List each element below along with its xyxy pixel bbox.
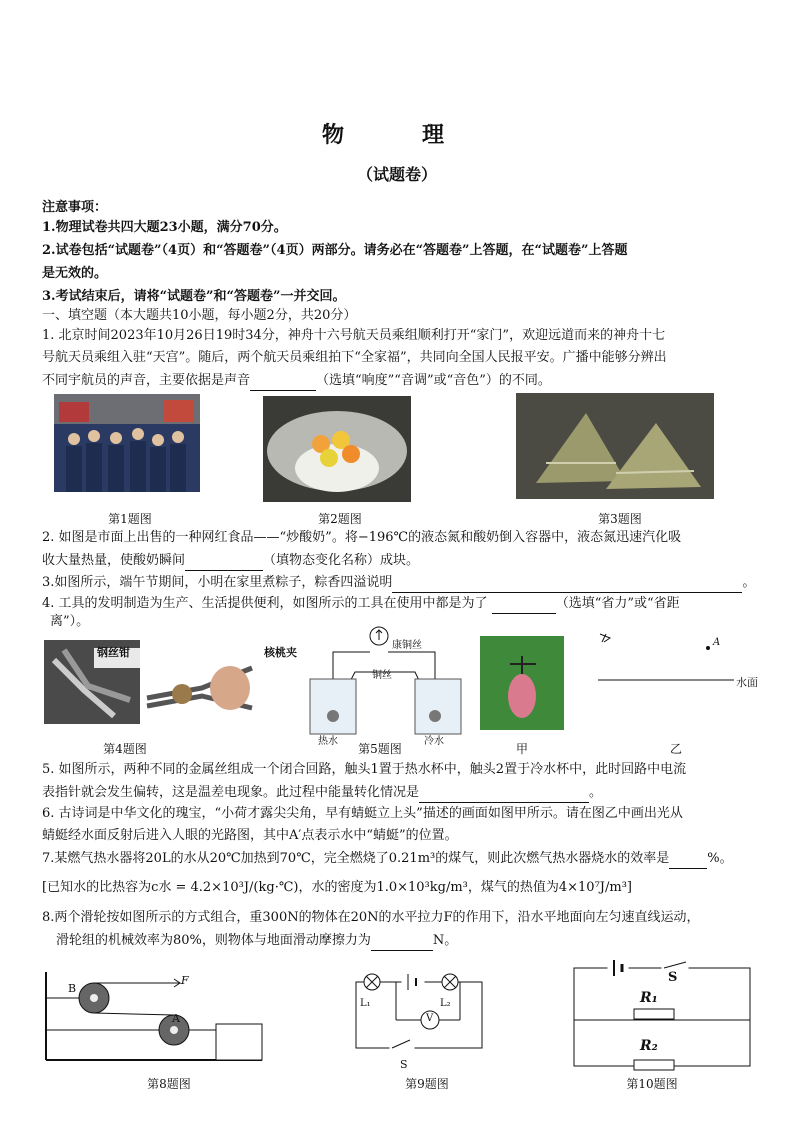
question-2-hint: （填物态变化名称）成块。 (263, 553, 420, 568)
question-1-line-1: 1. 北京时间2023年10月26日19时34分，神舟十六号航天员乘组顺利打开“家门”，欢迎远道而来的神舟十七 (42, 328, 666, 343)
question-7-line-2: [已知水的比热容为c水 = 4.2×10³J/(kg·℃)，水的密度为1.0×10³kg/m³，煤气的热值为4×10⁷J/m³] (42, 880, 632, 895)
section-1-heading: 一、填空题（本大题共10小题，每小题2分，共20分） (42, 308, 357, 323)
question-2-text-2: 收大量热量，使酸奶瞬间 (42, 553, 186, 568)
notice-item-3: 3.考试结束后，请将“试题卷”和“答题卷”一并交回。 (42, 289, 346, 304)
caption-figure-5: 第5题图 (358, 742, 402, 756)
question-2-line-1 (42, 528, 757, 548)
figure-2-fried-yogurt (263, 396, 411, 502)
question-5-line-1: 5. 如图所示，两种不同的金属丝组成一个闭合回路，触头1置于热水杯中，触头2置于冷水杯中，此时回路中电流 (42, 762, 687, 777)
question-2-temperature: −196℃ (357, 530, 409, 545)
question-7-text: 7.某燃气热水器将20L的水从20℃加热到70℃，完全燃烧了0.21m³的煤气，则此次燃气热水器烧水的效率是 (42, 851, 670, 866)
page-subtitle: （试题卷） (356, 165, 437, 184)
label-constantan-wire: 康铜丝 (392, 640, 422, 651)
question-1-options: （选填“响度”“音调”或“音色”）的不同。 (316, 373, 551, 388)
figure-3-zongzi (516, 393, 714, 499)
figure-4-nutcracker (142, 648, 262, 720)
question-8-text: 滑轮组的机械效率为80%，则物体与地面滑动摩擦力为 (56, 933, 371, 948)
figure-10-circuit (568, 958, 756, 1072)
label-pliers: 钢丝钳 (97, 646, 130, 659)
notice-heading: 注意事项： (42, 200, 108, 215)
answer-blank-8[interactable] (371, 930, 433, 951)
label-nutcracker: 核桃夹 (264, 646, 297, 659)
answer-blank-2[interactable] (185, 550, 263, 571)
label-switch-s10: S (668, 970, 678, 985)
label-pulley-a: A (172, 1012, 180, 1025)
figure-1-astronauts (54, 394, 200, 492)
question-3-text: 3.如图所示，端午节期间，小明在家里煮粽子，粽香四溢说明 (42, 575, 393, 590)
caption-figure-yi: 乙 (669, 742, 682, 756)
question-2-text: 2. 如图是市面上出售的一种网红食品——“炒酸奶”。将 (42, 530, 358, 545)
caption-figure-4: 第4题图 (103, 742, 147, 756)
label-voltmeter: V (426, 1013, 434, 1024)
question-5-line-2 (42, 782, 757, 803)
label-water-surface: 水面 (736, 676, 758, 689)
label-copper-wire: 铜丝 (372, 670, 392, 681)
caption-figure-9: 第9题图 (405, 1077, 449, 1091)
label-lamp-l1: L₁ (360, 998, 371, 1009)
question-7-line-1 (42, 848, 757, 869)
question-8-line-2 (56, 930, 756, 951)
label-resistor-r1: R₁ (640, 990, 658, 1006)
label-hot-water: 热水 (318, 736, 338, 747)
question-6-line-2: 蜻蜓经水面反射后进入人眼的光路图，其中A′点表示水中“蜻蜓”的位置。 (42, 828, 458, 843)
notice-item-2b: 是无效的。 (42, 266, 108, 281)
label-switch-s9: S (400, 1058, 408, 1071)
question-1-text: 不同宇航员的声音，主要依据是声音 (42, 373, 251, 388)
question-2-line-2 (42, 550, 757, 571)
question-4-options: （选填“省力”或“省距 (555, 596, 680, 611)
caption-figure-2: 第2题图 (318, 512, 362, 526)
answer-blank-7[interactable] (669, 848, 707, 869)
caption-figure-3: 第3题图 (598, 512, 642, 526)
caption-figure-1: 第1题图 (108, 512, 152, 526)
caption-figure-10: 第10题图 (626, 1077, 678, 1091)
label-lamp-l2: L₂ (440, 998, 451, 1009)
question-8-unit: N。 (432, 933, 458, 948)
caption-figure-jia: 甲 (515, 742, 528, 756)
question-1-line-3 (42, 370, 757, 391)
answer-blank-5[interactable] (419, 782, 589, 803)
question-2-text-cont: 的液态氮和酸奶倒入容器中，液态氮迅速汽化吸 (408, 530, 682, 545)
figure-5-thermocouple (305, 624, 475, 744)
question-6-line-1: 6. 古诗词是中华文化的瑰宝，“小荷才露尖尖角，早有蜻蜓立上头”描述的画面如图甲所示。请在图乙中画出光从 (42, 806, 683, 821)
question-3 (42, 572, 757, 593)
question-8-line-1: 8.两个滑轮按如图所示的方式组合，重300N的物体在20N的水平拉力F的作用下，沿水平地面向左匀速直线运动， (42, 910, 700, 925)
figure-6-jia-dragonfly-lotus (480, 636, 564, 730)
question-4-text: 4. 工具的发明制造为生产、生活提供便利，如图所示的工具在使用中都是为了 (42, 596, 488, 611)
label-resistor-r2: R₂ (640, 1038, 658, 1054)
question-5-end: 。 (589, 785, 603, 800)
caption-figure-8: 第8题图 (147, 1077, 191, 1091)
question-5-text: 表指针就会发生偏转，这是温差电现象。此过程中能量转化情况是 (42, 785, 420, 800)
answer-blank-4[interactable] (492, 593, 556, 614)
question-1-line-2: 号航天员乘组入驻“天宫”。随后，两个航天员乘组拍下“全家福”，共同向全国人民报平安。广播中能够分辨出 (42, 350, 667, 365)
label-point-a: A (713, 637, 721, 648)
question-4-line-2: 离”）。 (50, 614, 90, 629)
label-cold-water: 冷水 (424, 736, 444, 747)
question-7-unit: %。 (707, 851, 733, 866)
answer-blank-3[interactable] (392, 572, 742, 593)
notice-item-1: 1.物理试卷共四大题23小题，满分70分。 (42, 220, 287, 235)
question-3-end: 。 (742, 575, 756, 590)
label-force-f: F (181, 974, 189, 987)
question-4-line-1 (42, 593, 757, 614)
figure-9-circuit (350, 968, 490, 1064)
answer-blank-1[interactable] (250, 370, 316, 391)
page-title: 物 理 (321, 122, 472, 148)
label-pulley-b: B (68, 982, 77, 995)
notice-item-2a: 2.试卷包括“试题卷”（4页）和“答题卷”（4页）两部分。请务必在“答题卷”上答题，在“试题卷”上答题 (42, 243, 628, 258)
